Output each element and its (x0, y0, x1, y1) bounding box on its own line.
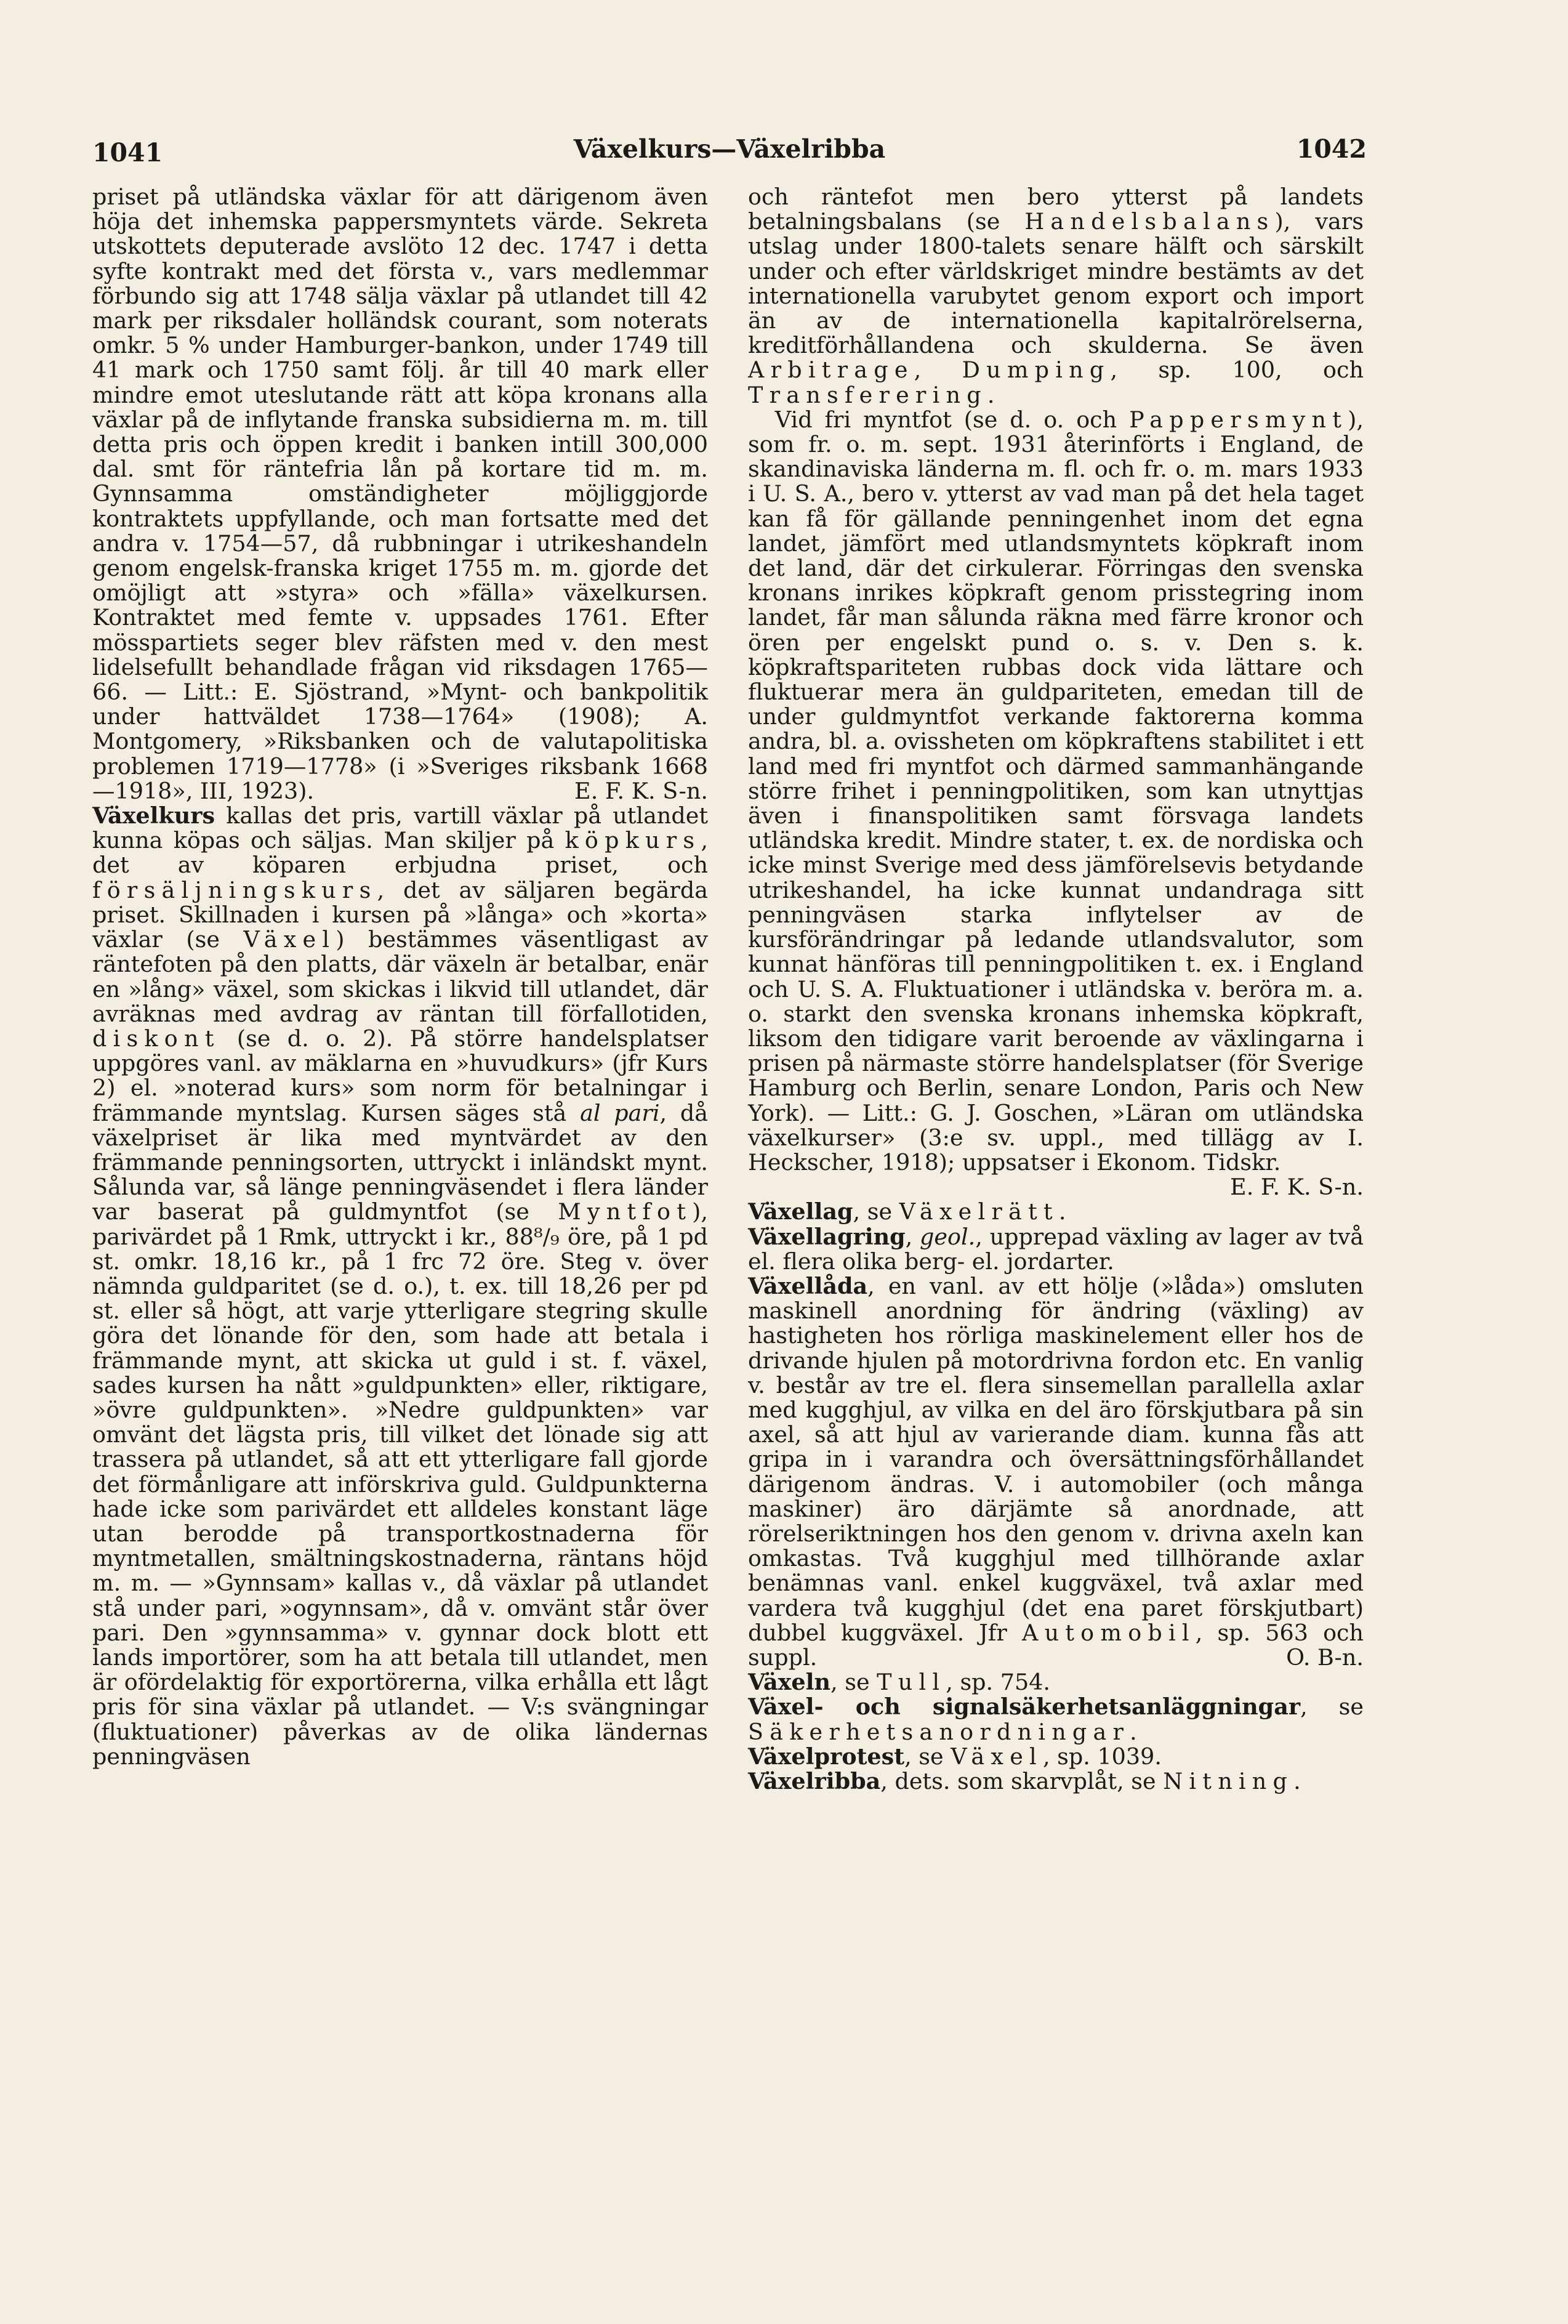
entry-vaxel-och-signal: Växel- och signalsäkerhetsanläggningar, se Säkerhetsanordningar. (748, 1693, 1364, 1745)
entry-headword: Växeln (748, 1669, 831, 1696)
cross-reference: Myntfot (558, 1198, 693, 1225)
article-paragraph: Vid fri myntfot (se d. o. och Pappersmynt), som fr. o. m. sept. 1931 återinförts i England, de skandinaviska länderna m. fl. och fr. o. m. mars 1933 i U. S. A., bero v. ytterst av vad man på det hela taget kan få för gällande penningenhet inom det egna landet, jämfört med utlandsmyntets köpkraft inom det land, där det cirkulerar. Förringas den svenska kronans inrikes köpkraft genom prisstegring inom landet, får man sålunda räkna med färre kronor och ören per engelskt pund o. s. v. Den s. k. köpkraftspariteten rubbas dock vida lättare och fluktuerar mera än guldpariteten, emedan till de under guldmyntfot verkande faktorerna komma andra, bl. a. ovissheten om köpkraftens stabilitet i ett land med fri myntfot och därmed sammanhängande större frihet i penningpolitiken, som kan utnyttjas även i finanspolitiken samt försvaga landets utländska kredit. Mindre stater, t. ex. de nordiska och icke minst Sverige med dess jämförelsevis betydande utrikeshandel, ha icke kunnat undandraga sitt penningväsen starka inflytelser av de kursförändringar på ledande utlandsvalutor, som kunnat hänföras till penningpolitiken t. ex. i England och U. S. A. Fluktuationer i utländska v. beröra m. a. o. starkt den svenska kronans inhemska köpkraft, liksom den tidigare varit beroende av växlingarna i prisen på närmaste större handelsplatser (för Sverige Hamburg och Berlin, senare London, Paris och New York). — Litt.: G. J. Goschen, »Läran om utländska växelkurser» (3:e sv. uppl., med tillägg av I. Heckscher, 1918); uppsatser i Ekonom. Tidskr. E. F. K. S-n. (748, 406, 1364, 1201)
cross-reference: Tull (877, 1669, 946, 1696)
running-head (92, 134, 1367, 171)
cross-reference: Handelsbalans (1024, 208, 1275, 235)
italic-term: geol. (920, 1223, 976, 1250)
entry-headword: Växelprotest (748, 1743, 905, 1770)
entry-headword: Växelribba (748, 1768, 881, 1794)
entry-vaxellag: Växellag, se Växelrätt. (748, 1198, 1066, 1225)
entry-headword: Växellag (748, 1198, 853, 1225)
author-signature: E. F. K. S-n. (574, 777, 708, 804)
article-continuation: och räntefot men bero ytterst på landets betalningsbalans (se Handelsbalans), vars utslag under 1800-talets senare hälft och särskilt under och efter världskriget mindre bestämts av det internationella varubytet genom export och import än av de internationella kapitalrörelserna, kreditförhållandena och skulderna. Se även Arbitrage, Dumping, sp. 100, och Transferering. (748, 184, 1364, 408)
cross-reference: Nitning (1163, 1768, 1294, 1794)
spaced-term: köpkurs (565, 827, 701, 854)
cross-reference: Automobil (1021, 1619, 1196, 1646)
cross-reference: Växel (951, 1743, 1043, 1770)
left-column (92, 185, 708, 1769)
right-column (748, 185, 1364, 1794)
cross-reference: Arbitrage (748, 357, 914, 384)
entry-vaxelprotest: Växelprotest, se Växel, sp. 1039. (748, 1743, 1162, 1770)
entry-vaxellagring: Växellagring, geol., upprepad växling av lager av två el. flera olika berg- el. jordarter. (748, 1223, 1364, 1275)
cross-reference: Dumping (962, 357, 1111, 384)
cross-reference: Växel (243, 926, 336, 953)
cross-reference: Pappersmynt (1129, 406, 1348, 433)
author-signature: E. F. K. S-n. (1230, 1174, 1364, 1201)
entry-vaxellada: Växellåda, en vanl. av ett hölje (»låda») omsluten maskinell anordning för ändring (växling) av hastigheten hos rörliga maskinelement eller hos de drivande hjulen på motordrivna fordon etc. En vanlig v. består av tre el. flera sinsemellan parallella axlar med kugghjul, av vilka en del äro förskjutbara på sin axel, så att hjul av varierande diam. kunna fås att gripa in i varandra och översättningsförhållandet därigenom ändras. V. i automobiler (och många maskiner) äro därjämte så anordnade, att rörelseriktningen hos den genom v. drivna axeln kan omkastas. Två kugghjul med tillhörande axlar benämnas vanl. enkel kuggväxel, två axlar med vardera två kugghjul (det ena paret förskjutbart) dubbel kuggväxel. Jfr Automobil, sp. 563 och suppl. O. B-n. (748, 1272, 1364, 1671)
page-title: Växelkurs—Växelribba (573, 134, 886, 164)
entry-headword: Växel- och signalsäkerhetsanläggningar (748, 1693, 1301, 1721)
cross-reference: Transferering (748, 381, 987, 408)
entry-headword: Växellåda (748, 1272, 868, 1299)
page-number-right: 1042 (1296, 134, 1367, 164)
entry-vaxeln: Växeln, se Tull, sp. 754. (748, 1669, 1051, 1696)
entry-headword: Växelkurs (92, 802, 215, 829)
entry-vaxelkurs: Växelkurs kallas det pris, vartill växlar på utlandet kunna köpas och säljas. Man skiljer på köpkurs, det av köparen erbjudna priset, och försäljningskurs, det av säljaren begärda priset. Skillnaden i kursen på »långa» och »korta» växlar (se Växel) bestämmes väsentligast av räntefoten på den platts, där växeln är betalbar, enär en »lång» växel, som skickas i likvid till utlandet, där avräknas med avdrag av räntan till förfallotiden, diskont (se d. o. 2). På större handelsplatser uppgöres vanl. av mäklarna en »huvudkurs» (jfr Kurs 2) el. »noterad kurs» som norm för betalningar i främmande myntslag. Kursen säges stå al pari, då växelpriset är lika med myntvärdet av den främmande penningsorten, uttryckt i inländskt mynt. Sålunda var, så länge penningväsendet i flera länder var baserat på guldmyntfot (se Myntfot), parivärdet på 1 Rmk, uttryckt i kr., 88⁸/₉ öre, på 1 pd st. omkr. 18,16 kr., på 1 frc 72 öre. Steg v. över nämnda guldparitet (se d. o.), t. ex. till 18,26 per pd st. eller så högt, att varje ytterligare stegring skulle göra det lönande för den, som hade att betala i främmande mynt, att skicka ut guld i st. f. växel, sades kursen ha nått »guldpunkten» eller, riktigare, »övre guldpunkten». »Nedre guldpunkten» var omvänt det lägsta pris, till vilket det lönade sig att trassera på utlandet, så att ett ytterligare fall gjorde det förmånligare att införskriva guld. Guldpunkterna hade icke som parivärdet ett alldeles konstant läge utan berodde på transportkostnaderna för myntmetallen, smältningskostnaderna, räntans höjd m. m. — »Gynnsam» kallas v., då växlar på utlandet stå under pari, »ogynnsam», då v. omvänt står över pari. Den »gynnsamma» v. gynnar dock blott ett lands importörer, som ha att betala till utlandet, men är ofördelaktig för exportörerna, vilka erhålla ett lågt pris för sina växlar på utlandet. — V:s svängningar (fluktuationer) påverkas av de olika ländernas penningväsen (92, 802, 708, 1770)
cross-reference: diskont (92, 1025, 220, 1052)
cross-reference: Växelrätt (899, 1198, 1059, 1225)
entry-vaxelribba: Växelribba, dets. som skarvplåt, se Nitning. (748, 1768, 1301, 1794)
author-signature: O. B-n. (1286, 1644, 1364, 1671)
spaced-term: försäljningskurs (92, 876, 377, 903)
italic-term: al pari (580, 1099, 660, 1126)
entry-headword: Växellagring (748, 1223, 906, 1250)
cross-reference: Säkerhetsanordningar (748, 1718, 1130, 1745)
page-number-left: 1041 (92, 138, 163, 167)
article-continuation: priset på utländska växlar för att därigenom även höja det inhemska pappersmyntets värde. Sekreta utskottets deputerade avslöto 12 dec. 1747 i detta syfte kontrakt med det första v., vars medlemmar förbundo sig att 1748 sälja växlar på utlandet till 42 mark per riksdaler holländsk courant, som noterats omkr. 5 % under Hamburger-bankon, under 1749 till 41 mark och 1750 samt följ. år till 40 mark eller mindre emot uteslutande rätt att köpa kronans alla växlar på de inflytande franska subsidierna m. m. till detta pris och öppen kredit i banken intill 300,000 dal. smt för räntefria lån på kortare tid m. m. Gynnsamma omständigheter möjliggjorde kontraktets uppfyllande, och man fortsatte med det andra v. 1754—57, då rubbningar i utrikeshandeln genom engelsk-franska kriget 1755 m. m. gjorde det omöjligt att »styra» och »fälla» växelkursen. Kontraktet med femte v. uppsades 1761. Efter mösspartiets seger blev räfsten med v. den mest lidelsefullt behandlade frågan vid riksdagen 1765—66. — Litt.: E. Sjöstrand, »Mynt- och bankpolitik under hattväldet 1738—1764» (1908); A. Montgomery, »Riksbanken och de valutapolitiska problemen 1719—1778» (i »Sveriges riksbank 1668—1918», III, 1923). E. F. K. S-n. (92, 184, 708, 804)
